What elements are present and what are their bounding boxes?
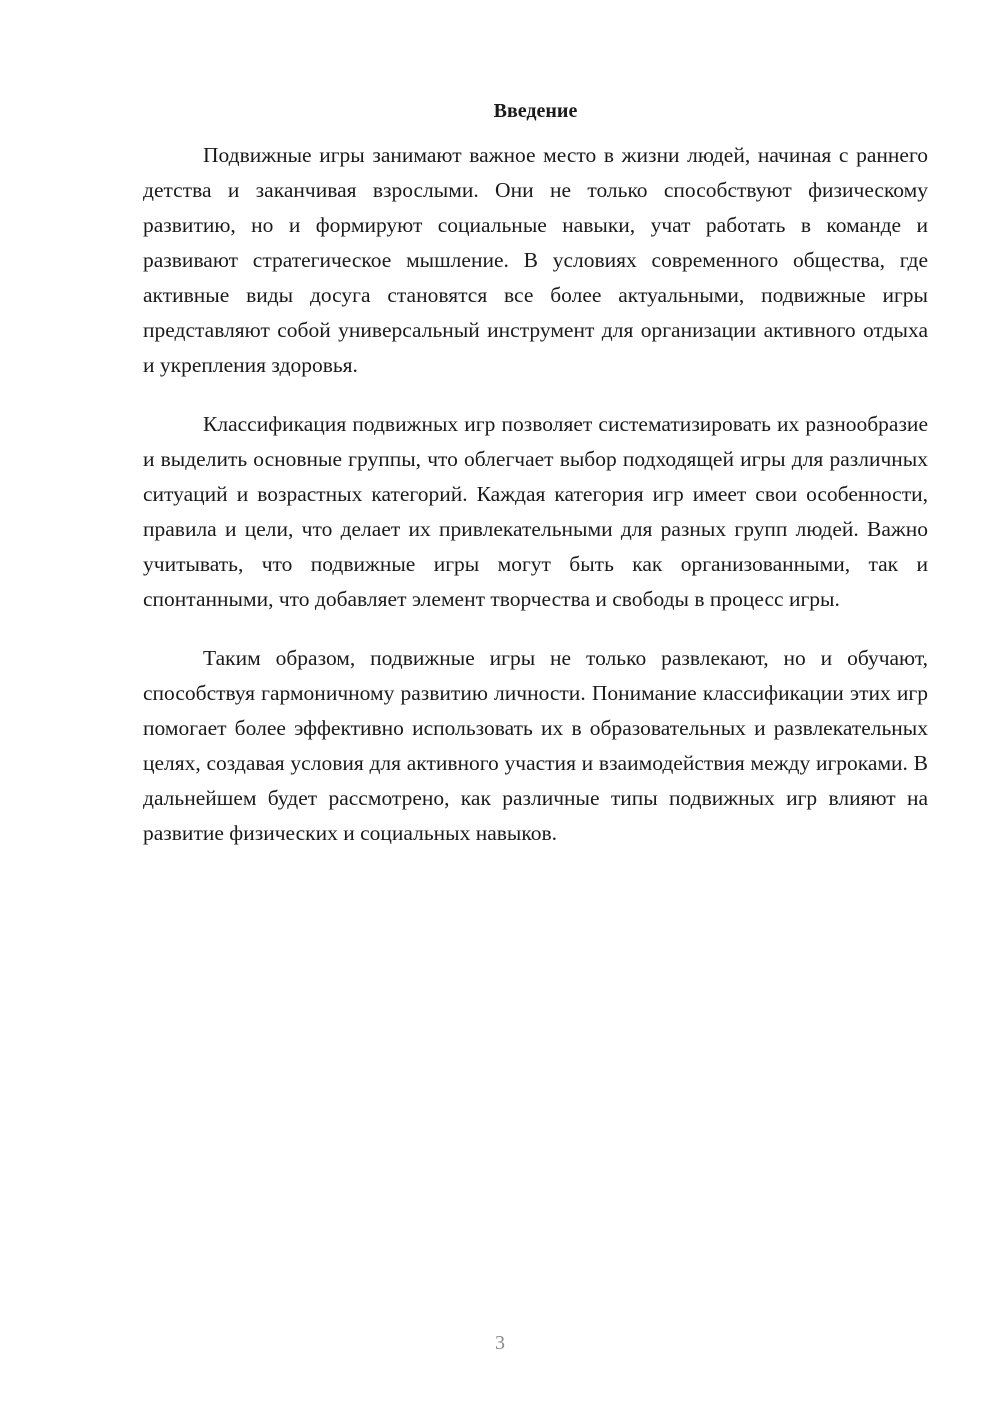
- paragraph-2: Классификация подвижных игр позволяет систематизировать их разнообразие и выделить основные группы, что облегчает выбор подходящей игры для различных ситуаций и возрастных категорий. Каждая категория игр имеет свои особенности, правила и цели, что делает их привлекательными для разных групп людей. Важно учитывать, что подвижные игры могут быть как организованными, так и спонтанными, что добавляет элемент творчества и свободы в процесс игры.: [143, 412, 928, 611]
- document-body: [143, 96, 928, 875]
- paragraph-3: Таким образом, подвижные игры не только развлекают, но и обучают, способствуя гармоничному развитию личности. Понимание классификации этих игр помогает более эффективно использовать их в образовательных и развлекательных целях, создавая условия для активного участия и взаимодействия между игроками. В дальнейшем будет рассмотрено, как различные типы подвижных игр влияют на развитие физических и социальных навыков.: [143, 646, 928, 845]
- paragraph-1: Подвижные игры занимают важное место в жизни людей, начиная с раннего детства и заканчивая взрослыми. Они не только способствуют физическому развитию, но и формируют социальные навыки, учат работать в команде и развивают стратегическое мышление. В условиях современного общества, где активные виды досуга становятся все более актуальными, подвижные игры представляют собой универсальный инструмент для организации активного отдыха и укрепления здоровья.: [143, 143, 928, 377]
- page-number: 3: [495, 1332, 505, 1354]
- section-title: Введение: [493, 100, 578, 122]
